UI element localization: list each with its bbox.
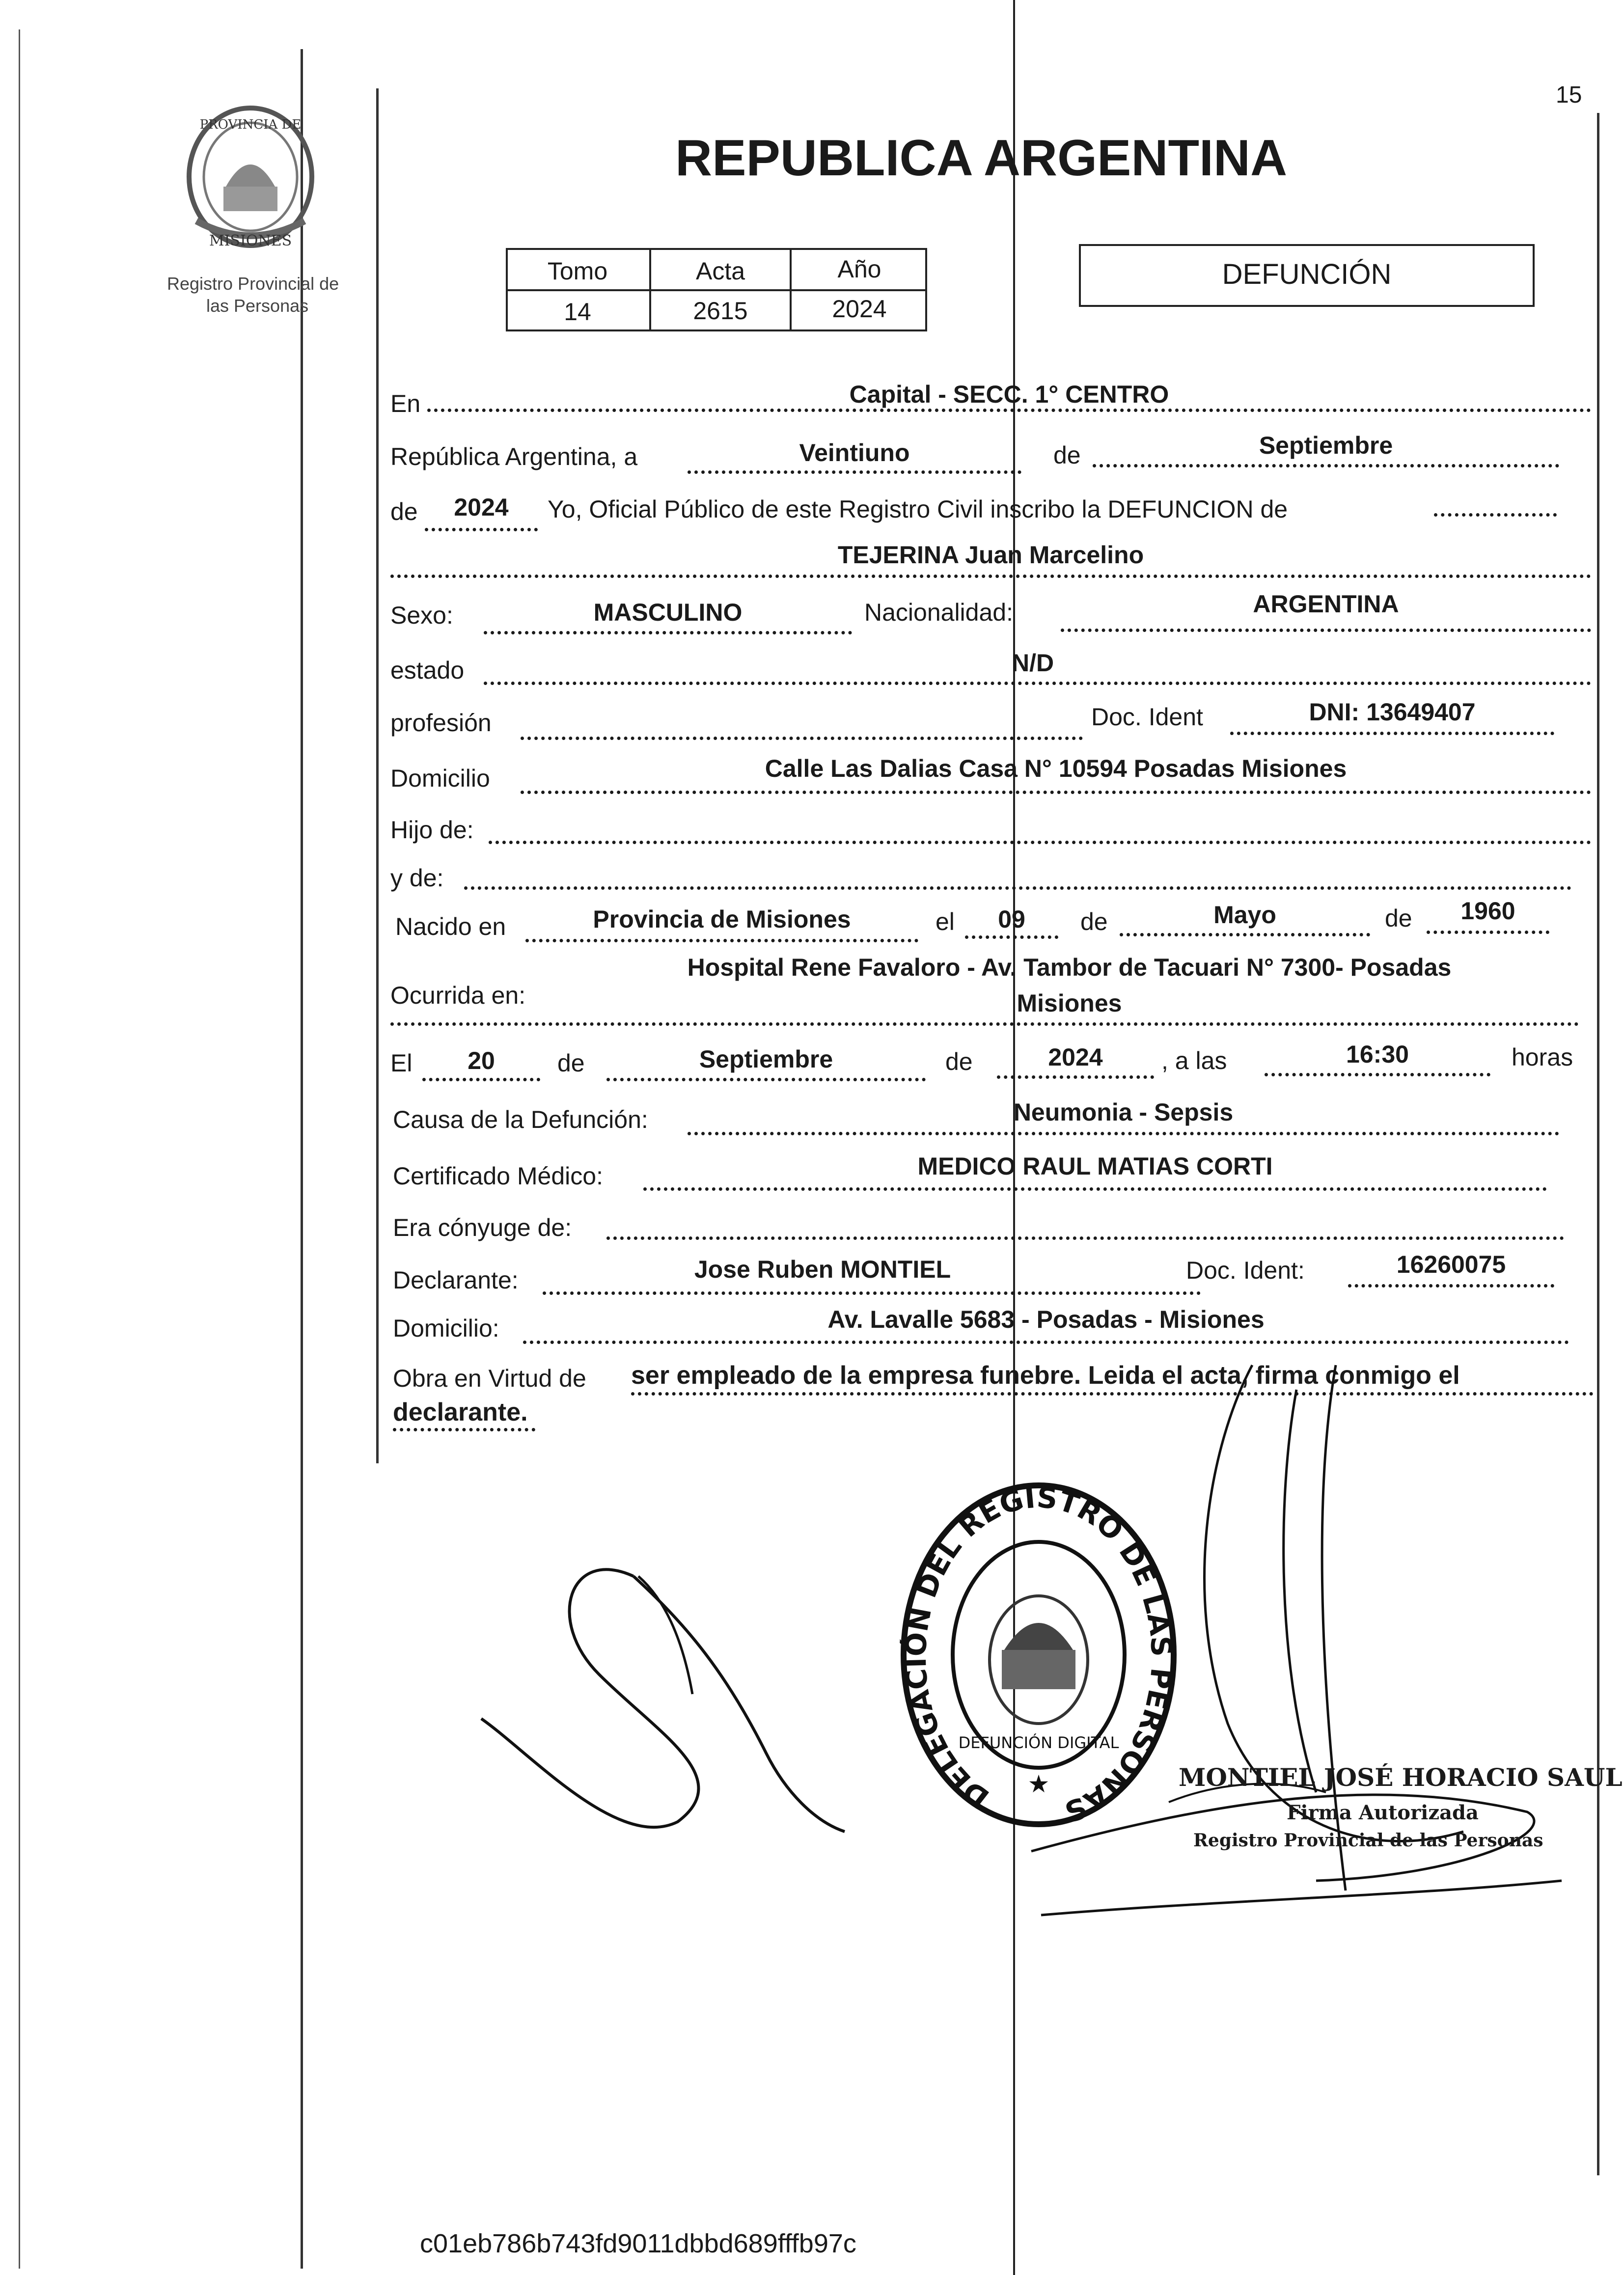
- domicilio2-value: Av. Lavalle 5683 - Posadas - Misiones: [827, 1306, 1265, 1333]
- obra-value-1: ser empleado de la empresa funebre. Leida el acta, firma conmigo el: [631, 1361, 1460, 1390]
- nacido-line: [525, 939, 918, 942]
- death-year-line: [997, 1075, 1154, 1079]
- de5-label: de: [557, 1049, 585, 1077]
- svg-text:DELEGACIÓN DEL REGISTRO DE LAS: DELEGACIÓN DEL REGISTRO DE LAS PERSONAS: [899, 1480, 1179, 1829]
- domicilio-value: Calle Las Dalias Casa N° 10594 Posadas Misiones: [765, 755, 1347, 782]
- province-crest-logo: [167, 103, 334, 260]
- page-number: 15: [1556, 82, 1582, 108]
- declarante-label: Declarante:: [393, 1266, 519, 1294]
- en-label: En: [390, 390, 421, 417]
- day-line: [688, 470, 1021, 474]
- year-line: [425, 528, 538, 531]
- nacionalidad-label: Nacionalidad:: [864, 599, 1013, 626]
- yo-line: [1434, 513, 1557, 517]
- de3-label: de: [1080, 908, 1108, 935]
- official-stamp-title: Firma Autorizada: [1287, 1801, 1479, 1824]
- death-time: 16:30: [1346, 1041, 1409, 1068]
- sexo-line: [484, 631, 852, 634]
- el2-label: El: [390, 1049, 413, 1077]
- hijo-line: [489, 841, 1591, 844]
- month-value: Septiembre: [1259, 432, 1393, 459]
- birth-year: 1960: [1460, 897, 1515, 925]
- document-title: REPUBLICA ARGENTINA: [675, 130, 1288, 187]
- table-value-anio: 2024: [832, 295, 887, 323]
- horas-label: horas: [1512, 1043, 1573, 1071]
- declarant-signature: [471, 1547, 953, 1841]
- ocurrida-line1: Hospital Rene Favaloro - Av. Tambor de Tacuari N° 7300- Posadas: [687, 954, 1452, 981]
- record-type: DEFUNCIÓN: [1222, 258, 1392, 290]
- official-stamp-office: Registro Provincial de las Personas: [1193, 1830, 1543, 1851]
- deceased-name: TEJERINA Juan Marcelino: [837, 541, 1144, 569]
- inner-margin-line: [301, 49, 303, 2269]
- en-value: Capital - SECC. 1° CENTRO: [849, 381, 1169, 408]
- estado-value: N/D: [1012, 649, 1054, 677]
- svg-text:MISIONES: MISIONES: [209, 232, 292, 249]
- en-line: [427, 409, 1591, 412]
- yde-line: [464, 886, 1571, 890]
- logo-caption-1: Registro Provincial de: [167, 274, 339, 294]
- declarante-value: Jose Ruben MONTIEL: [694, 1256, 951, 1283]
- obra-label: Obra en Virtud de: [393, 1365, 586, 1392]
- ocurrida-label: Ocurrida en:: [390, 982, 526, 1009]
- alas-label: , a las: [1161, 1047, 1227, 1074]
- conyuge-label: Era cónyuge de:: [393, 1214, 572, 1241]
- docident-value: DNI: 13649407: [1309, 698, 1476, 726]
- sexo-label: Sexo:: [390, 602, 453, 629]
- hijo-label: Hijo de:: [390, 816, 474, 844]
- estado-line: [484, 682, 1591, 685]
- birth-day-line: [965, 935, 1058, 939]
- name-line: [390, 575, 1591, 578]
- republica-label: República Argentina, a: [390, 443, 638, 470]
- certificado-line: [643, 1187, 1547, 1191]
- profesion-label: profesión: [390, 709, 492, 737]
- birth-month: Mayo: [1213, 901, 1276, 929]
- death-year: 2024: [1048, 1043, 1103, 1071]
- domicilio-label: Domicilio: [390, 765, 490, 792]
- birth-year-line: [1427, 931, 1549, 934]
- docident-label: Doc. Ident: [1091, 703, 1203, 731]
- doc2-value: 16260075: [1396, 1251, 1506, 1278]
- official-stamp-name: MONTIEL JOSÉ HORACIO SAUL: [1179, 1763, 1623, 1792]
- table-value-tomo: 14: [564, 298, 591, 326]
- de-label: de: [1053, 441, 1081, 469]
- doc2-label: Doc. Ident:: [1186, 1257, 1305, 1284]
- svg-text:★: ★: [1027, 1770, 1050, 1798]
- nacido-label: Nacido en: [395, 913, 506, 940]
- table-header-anio: Año: [837, 255, 881, 283]
- nacido-value: Provincia de Misiones: [593, 905, 851, 933]
- month-line: [1093, 464, 1559, 467]
- day-value: Veintiuno: [799, 439, 910, 466]
- doc2-line: [1348, 1284, 1554, 1288]
- official-signature: [1021, 1350, 1571, 1940]
- death-month: Septiembre: [699, 1045, 833, 1073]
- domicilio2-label: Domicilio:: [393, 1315, 499, 1342]
- document-hash: c01eb786b743fd9011dbbd689fffb97c: [420, 2229, 856, 2258]
- ocurrida-line: [390, 1022, 1579, 1026]
- profesion-line: [521, 737, 1083, 740]
- el-label: el: [936, 908, 955, 935]
- de2-label: de: [390, 498, 418, 525]
- conyuge-line: [606, 1236, 1564, 1240]
- death-time-line: [1265, 1073, 1490, 1076]
- right-margin-line: [1597, 113, 1599, 2175]
- table-header-acta: Acta: [695, 257, 745, 285]
- inner-margin-line-2: [376, 88, 379, 1463]
- de6-label: de: [945, 1048, 973, 1075]
- table-value-acta: 2615: [693, 297, 748, 325]
- left-margin-line: [19, 29, 20, 2269]
- year-value: 2024: [454, 493, 509, 521]
- de4-label: de: [1385, 905, 1412, 932]
- birth-day: 09: [998, 905, 1025, 933]
- certificado-label: Certificado Médico:: [393, 1162, 603, 1190]
- yo-text: Yo, Oficial Público de este Registro Civil inscribo la DEFUNCION de: [548, 495, 1288, 523]
- sexo-value: MASCULINO: [593, 599, 743, 626]
- svg-text:PROVINCIA DE: PROVINCIA DE: [199, 117, 302, 132]
- certificado-value: MEDICO RAUL MATIAS CORTI: [917, 1152, 1273, 1180]
- death-day: 20: [468, 1047, 495, 1074]
- causa-label: Causa de la Defunción:: [393, 1106, 648, 1133]
- svg-text:DEFUNCIÓN DIGITAL: DEFUNCIÓN DIGITAL: [958, 1733, 1119, 1752]
- docident-line: [1230, 732, 1554, 735]
- estado-label: estado: [390, 657, 465, 684]
- declarante-line: [543, 1291, 1201, 1295]
- causa-line: [688, 1132, 1559, 1135]
- nacionalidad-value: ARGENTINA: [1253, 590, 1399, 618]
- domicilio-line: [521, 791, 1591, 794]
- causa-value: Neumonia - Sepsis: [1013, 1098, 1234, 1126]
- record-table-hline: [506, 289, 927, 291]
- birth-month-line: [1120, 933, 1370, 936]
- death-day-line: [422, 1078, 540, 1081]
- death-month-line: [606, 1078, 926, 1081]
- ocurrida-line2: Misiones: [1017, 989, 1122, 1017]
- domicilio2-line: [523, 1341, 1569, 1344]
- scan-center-line: [1013, 0, 1015, 2275]
- table-header-tomo: Tomo: [547, 257, 608, 285]
- obra-value-2: declarante.: [393, 1398, 528, 1426]
- logo-caption-2: las Personas: [206, 296, 309, 316]
- yde-label: y de:: [390, 864, 444, 892]
- obra-line-2: [393, 1428, 535, 1431]
- nacionalidad-line: [1061, 629, 1591, 632]
